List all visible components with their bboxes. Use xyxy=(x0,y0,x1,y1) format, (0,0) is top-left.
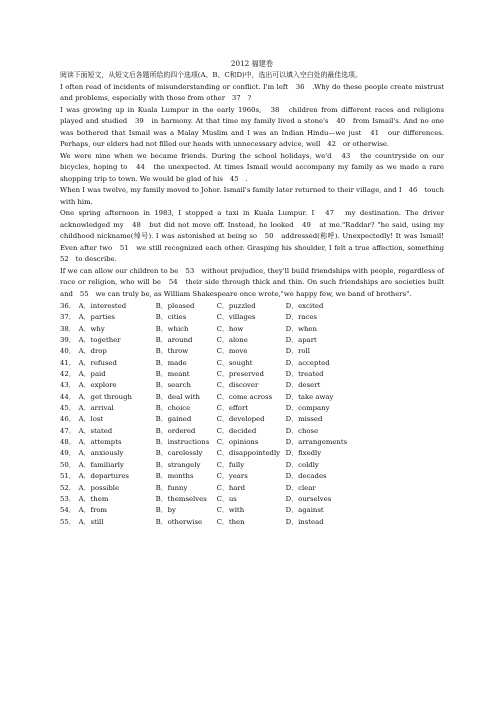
question-number: 37． xyxy=(60,313,76,322)
option-b: B．which xyxy=(155,324,189,333)
option-d: D．apart xyxy=(285,336,317,345)
question-number: 41． xyxy=(60,358,76,367)
option-d: D．chose xyxy=(285,426,319,435)
paragraph-5: One spring afternoon in 1983, I stopped a taxi in Kuala Lumpur. I 47 my destination. The driver acknowledged my 48 but did not move off. Instead, he looked 49 at me."Raddar? "he said, using my childhood nickname(绰号). I was astonished at being so 50 addressed(称呼). Unexpectedly! It was Ismail! Even after two 51 we still recognized each other. Grasping his shoulder, I felt a true affection, something 52 to describe. xyxy=(60,209,451,263)
option-d: D．against xyxy=(285,506,324,515)
option-b: B．funny xyxy=(155,483,188,492)
option-row xyxy=(60,505,444,516)
question-number: 50． xyxy=(60,460,76,469)
option-a: A．arrival xyxy=(78,404,114,413)
option-row xyxy=(60,494,444,505)
question-number: 44． xyxy=(60,392,76,401)
option-c: C．us xyxy=(216,494,237,503)
option-a: A．paid xyxy=(78,370,106,379)
option-c: C．effort xyxy=(216,404,249,413)
option-c: C．developed xyxy=(216,415,265,424)
option-c: C．villages xyxy=(216,313,256,322)
option-row xyxy=(60,414,444,425)
option-c: C．years xyxy=(216,472,248,481)
option-a: A．departures xyxy=(78,472,129,481)
paragraph-6: If we can allow our children to be 53 without prejudice, they'll build friendships with people, regardless of race or religion, who will be 54 their side through thick and thin. On such friendships are societies built and 55 we can truly be, as William Shakespeare once wrote,"we happy few, we band of brothers". xyxy=(60,266,444,298)
option-d: D．ourselves xyxy=(285,494,332,503)
question-number: 51． xyxy=(60,472,76,481)
option-c: C．discover xyxy=(216,381,259,390)
option-c: C．puzzled xyxy=(216,302,256,310)
question-number: 52． xyxy=(60,483,76,492)
option-row xyxy=(60,426,444,437)
option-row xyxy=(60,346,444,357)
option-row xyxy=(60,460,444,471)
option-c: C．alone xyxy=(216,336,248,345)
option-a: A．possible xyxy=(78,483,120,492)
option-row xyxy=(60,483,444,494)
option-c: C．sought xyxy=(216,358,253,367)
question-number: 43． xyxy=(60,381,76,390)
option-d: D．coldly xyxy=(285,460,319,469)
option-c: C．decided xyxy=(216,426,257,435)
option-row xyxy=(60,358,444,369)
option-d: D．accepted xyxy=(285,358,330,367)
question-number: 47． xyxy=(60,426,76,435)
option-c: C．disappointedly xyxy=(216,449,281,458)
option-b: B．months xyxy=(155,472,194,481)
option-row xyxy=(60,403,444,414)
question-number: 39． xyxy=(60,336,76,345)
option-a: A．together xyxy=(78,336,121,345)
option-c: C．then xyxy=(216,517,245,526)
option-d: D．desert xyxy=(285,381,321,390)
option-d: D．take away xyxy=(285,392,334,401)
option-b: B．by xyxy=(155,506,176,515)
option-a: A．stated xyxy=(78,426,113,435)
question-number: 38． xyxy=(60,324,76,333)
question-number: 55． xyxy=(60,517,76,526)
option-a: A．lost xyxy=(78,415,104,424)
option-b: B．throw xyxy=(155,347,189,356)
option-row xyxy=(60,380,444,391)
option-c: C．come across xyxy=(216,392,273,401)
paragraph-2: I was growing up in Kuala Lumpur in the early 1960s, 38 children from different races and religions played and studied 39 in harmony. At that time my family lived a stone's 40 from Ismail's. And no one was bothered that Ismail was a Malay Muslim and I was an Indian Hindu—we just 41 our differences. Perhaps, our elders had not filled our heads with unnecessary advice, well 42 or otherwise. xyxy=(60,105,444,148)
option-a: A．them xyxy=(78,494,109,503)
option-c: C．hard xyxy=(216,483,246,492)
paragraph-4: When I was twelve, my family moved to Johor. Ismail's family later returned to their village, and I 46 touch with him. xyxy=(60,186,444,206)
option-row xyxy=(60,471,444,482)
option-b: B．gained xyxy=(155,415,192,424)
option-b: B．ordered xyxy=(155,426,196,435)
option-b: B．deal with xyxy=(155,392,200,401)
option-a: A．drop xyxy=(78,347,107,356)
option-d: D．treated xyxy=(285,370,324,379)
option-c: C．with xyxy=(216,506,245,515)
options-list xyxy=(60,301,444,528)
option-c: C．opinions xyxy=(216,438,259,447)
option-row xyxy=(60,392,444,403)
paragraph-1: I often read of incidents of misunderstanding or conflict. I'm left 36 .Why do these people create mistrust and problems, especially with those from other 37 ? xyxy=(60,82,444,102)
option-a: A．interested xyxy=(78,302,127,310)
option-b: B．around xyxy=(155,336,193,345)
option-a: A．refused xyxy=(78,358,117,367)
option-a: A．why xyxy=(78,324,105,333)
document-title: 2012 福建卷 xyxy=(230,59,274,68)
option-d: D．fixedly xyxy=(285,449,322,458)
question-number: 46． xyxy=(60,415,76,424)
option-d: D．when xyxy=(285,324,317,333)
option-row xyxy=(60,369,444,380)
option-row xyxy=(60,324,444,335)
option-b: B．pleased xyxy=(155,302,195,310)
option-b: B．strangely xyxy=(155,460,201,469)
paragraph-3: We were nine when we became friends. During the school holidays, we'd 43 the countryside on our bicycles, hoping to 44 the unexpected. At times Ismail would accompany my family as we made a rare shopping trip to town. We would be glad of his 45 . xyxy=(60,151,444,183)
option-a: A．explore xyxy=(78,381,117,390)
option-b: B．themselves xyxy=(155,494,207,503)
option-a: A．parties xyxy=(78,313,115,322)
option-row xyxy=(60,517,444,528)
document-page xyxy=(60,58,451,528)
option-c: C．fully xyxy=(216,460,245,469)
question-number: 53． xyxy=(60,494,76,503)
option-a: A．anxiously xyxy=(78,449,124,458)
option-b: B．search xyxy=(155,381,191,390)
question-number: 48． xyxy=(60,438,76,447)
option-c: C．move xyxy=(216,347,248,356)
question-number: 54． xyxy=(60,506,76,515)
option-c: C．preserved xyxy=(216,370,264,379)
question-number: 40． xyxy=(60,347,76,356)
option-b: B．cities xyxy=(155,313,187,322)
option-d: D．instead xyxy=(285,517,324,526)
option-row xyxy=(60,312,444,323)
option-row xyxy=(60,437,444,448)
option-a: A．attempts xyxy=(78,438,122,447)
option-row xyxy=(60,448,444,459)
option-b: B．carelessly xyxy=(155,449,203,458)
option-c: C．how xyxy=(216,324,244,333)
question-number: 49． xyxy=(60,449,76,458)
option-d: D．excited xyxy=(285,302,324,310)
question-number: 45． xyxy=(60,404,76,413)
option-d: D．missed xyxy=(285,415,323,424)
option-d: D．roll xyxy=(285,347,310,356)
option-a: A．familiarly xyxy=(78,460,124,469)
option-b: B．meant xyxy=(155,370,190,379)
option-row xyxy=(60,335,444,346)
option-d: D．races xyxy=(285,313,317,322)
option-d: D．clear xyxy=(285,483,316,492)
option-row xyxy=(60,301,444,312)
option-b: B．otherwise xyxy=(155,517,203,526)
option-a: A．get through xyxy=(78,392,132,401)
option-a: A．from xyxy=(78,506,108,515)
option-a: A．still xyxy=(78,517,104,526)
option-b: B．choice xyxy=(155,404,191,413)
option-d: D．company xyxy=(285,404,330,413)
question-number: 36． xyxy=(60,302,76,310)
option-b: B．instructions xyxy=(155,438,210,447)
question-number: 42． xyxy=(60,370,76,379)
option-b: B．made xyxy=(155,358,187,367)
instructions: 阅读下面短文，从短文后各题所给的四个选项(A、B、C和D)中，选出可以填入空白处的最佳选项。 xyxy=(60,71,362,79)
option-d: D．arrangements xyxy=(285,438,348,447)
option-d: D．decades xyxy=(285,472,327,481)
